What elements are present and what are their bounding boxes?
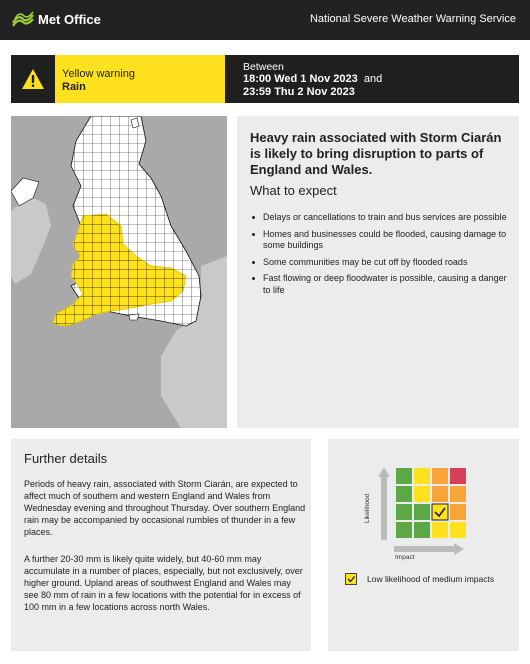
matrix-cell	[414, 468, 430, 484]
uk-map-graphic	[11, 116, 227, 428]
matrix-cell	[450, 468, 466, 484]
warning-type: Rain	[62, 81, 86, 93]
risk-matrix	[328, 439, 519, 569]
legend-swatch	[345, 573, 357, 585]
matrix-cell	[432, 522, 448, 538]
service-title: National Severe Weather Warning Service	[309, 13, 516, 25]
warning-headline: Heavy rain associated with Storm Ciarán is likely to bring disruption to parts of England and Wales.	[250, 130, 502, 177]
list-item: Delays or cancellations to train and bus services are possible	[250, 212, 512, 224]
validity-end: 23:59 Thu 2 Nov 2023	[243, 86, 355, 98]
what-to-expect-heading: What to expect	[250, 183, 337, 198]
likelihood-axis-label: Likelihood	[364, 493, 371, 523]
matrix-cell	[450, 504, 466, 520]
matrix-cell	[396, 468, 412, 484]
validity-label: Between	[243, 61, 284, 73]
met-office-logo-icon	[12, 11, 34, 27]
list-item: Homes and businesses could be flooded, causing damage to some buildings	[250, 229, 512, 252]
warning-level-panel	[11, 55, 225, 103]
details-paragraph: A further 20-30 mm is likely quite widely, but 40-60 mm may accumulate in a number of places, especially, but not exclusively, over higher ground. Upland areas of southwest England and Wales may see 80 mm of rain in a few locations with the potential for in excess of 100 mm in a few locations across north Wales.	[24, 554, 303, 612]
met-office-logo[interactable]	[12, 11, 101, 27]
what-to-expect-panel	[237, 116, 519, 428]
warning-triangle-icon	[21, 68, 45, 90]
warning-level: Yellow warning	[62, 68, 135, 80]
matrix-legend	[345, 573, 494, 585]
warning-icon-box	[11, 55, 55, 103]
risk-matrix-panel	[328, 439, 519, 651]
matrix-cell	[432, 486, 448, 502]
matrix-cell	[396, 504, 412, 520]
matrix-cell	[450, 486, 466, 502]
matrix-cell	[432, 468, 448, 484]
further-details-heading: Further details	[24, 451, 108, 466]
matrix-cell	[396, 486, 412, 502]
warning-band	[11, 55, 519, 103]
matrix-cell	[414, 486, 430, 502]
validity-joiner: and	[363, 73, 383, 85]
legend-tick-icon	[346, 574, 356, 584]
matrix-cell	[432, 504, 448, 520]
validity-start-line	[243, 73, 382, 85]
matrix-cell	[450, 522, 466, 538]
impact-axis-label: Impact	[395, 554, 415, 561]
warning-map[interactable]	[11, 116, 227, 428]
impact-list	[250, 212, 512, 301]
legend-label: Low likelihood of medium impacts	[367, 574, 495, 584]
matrix-cell	[414, 522, 430, 538]
site-header	[0, 0, 530, 40]
list-item: Fast flowing or deep floodwater is possible, causing a danger to life	[250, 273, 512, 296]
list-item: Some communities may be cut off by flooded roads	[250, 257, 512, 269]
brand-name: Met Office	[38, 11, 101, 27]
details-paragraph: Periods of heavy rain, associated with Storm Ciarán, are expected to affect much of southern and western England and Wales from Wednesday evening and throughout Thursday. Over southern England rain may be accompanied by occasional rumbles of thunder in a few places.	[24, 479, 306, 537]
matrix-cell	[414, 504, 430, 520]
further-details-panel	[11, 439, 311, 651]
matrix-cell	[396, 522, 412, 538]
validity-start: 18:00 Wed 1 Nov 2023	[243, 73, 358, 85]
